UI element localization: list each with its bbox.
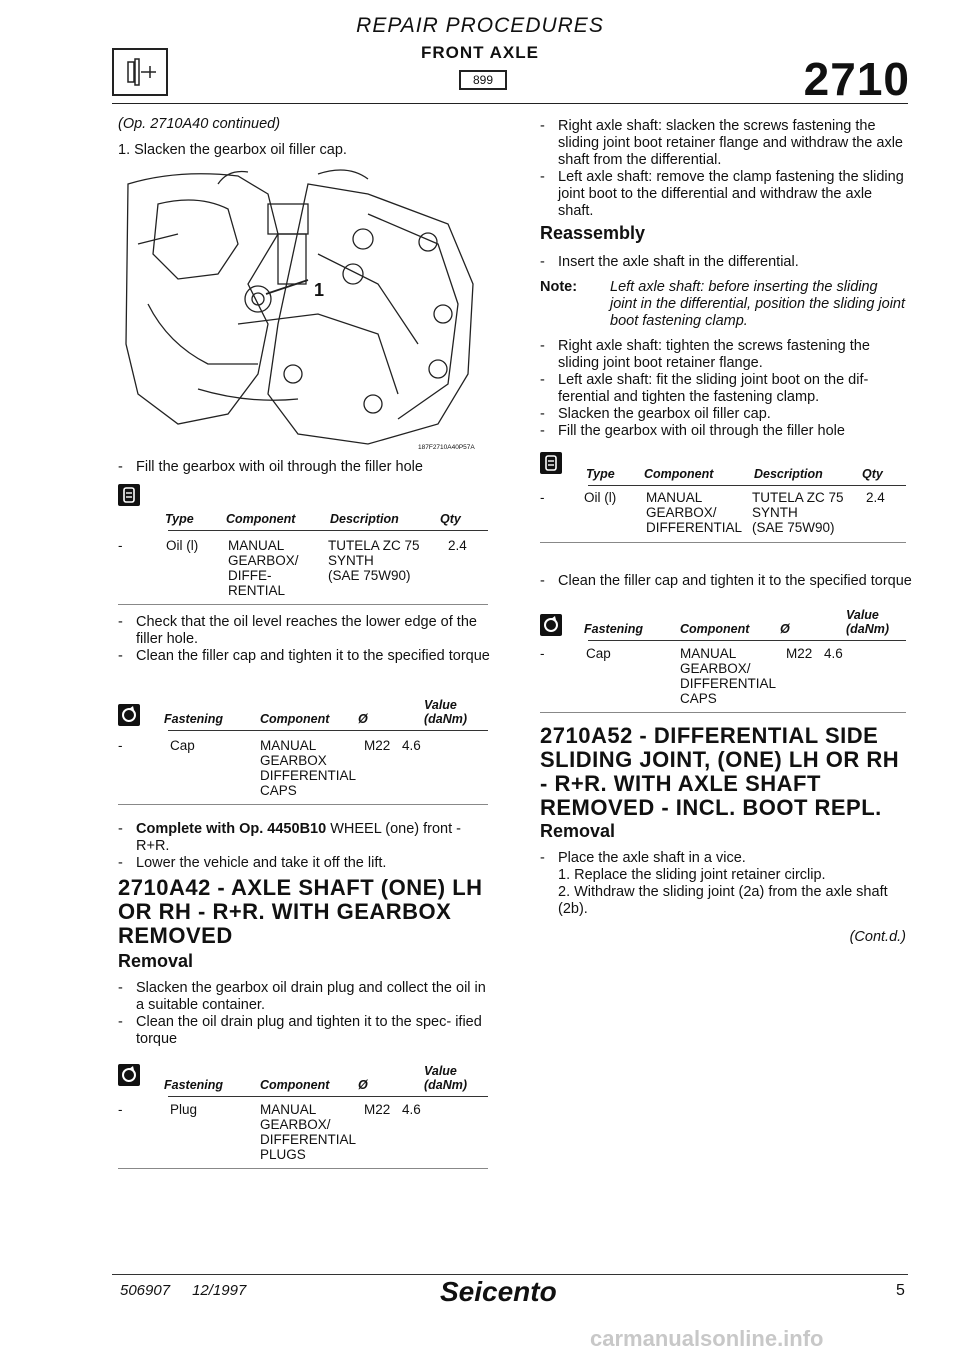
left-removal-steps: - Slacken the gearbox oil drain plug and collect the oil in a suitable container. - Clean the oil drain plug and tighten it to the spec- ified torque (118, 980, 486, 1047)
footer-divider (112, 1274, 908, 1275)
left-column-top (118, 116, 490, 159)
page-badge: 899 (459, 70, 507, 90)
note-block: Note: Left axle shaft: before inserting the sliding joint in the differential, position the sliding joint boot fastening clamp. (540, 279, 906, 329)
page-subtitle: FRONT AXLE (421, 43, 539, 62)
table-rule (118, 804, 488, 805)
table-rule (168, 730, 488, 731)
figure-ref: 187F2710A40P57A (418, 444, 475, 451)
reassembly-heading: Reassembly (540, 223, 646, 243)
table-rule (118, 1168, 488, 1169)
table-rule (540, 542, 906, 543)
watermark: carmanualsonline.info (590, 1326, 824, 1351)
fill-instruction: - Fill the gearbox with oil through the filler hole (118, 459, 423, 475)
table-rule (118, 604, 488, 605)
footer-doc-info: 506907 12/1997 (120, 1282, 247, 1299)
table-rule (588, 640, 906, 641)
continued-marker: (Cont.d.) (849, 929, 906, 945)
page-number: 5 (896, 1282, 905, 1299)
continued-note: (Op. 2710A40 continued) (118, 116, 281, 132)
table-rule (588, 485, 906, 486)
oil-can-icon (118, 484, 140, 506)
removal-heading-right: Removal (540, 821, 616, 841)
gearbox-figure (118, 164, 490, 454)
removal-heading-left: Removal (118, 951, 194, 971)
col-type: Type (165, 512, 194, 526)
section-code: 2710 (803, 53, 910, 105)
section-heading-2710A42: 2710A42 - AXLE SHAFT (ONE) LH OR RH - R+R. WITH GEARBOX REMOVED (118, 875, 483, 948)
torque-wrench-icon (118, 1064, 140, 1086)
table-rule (540, 712, 906, 713)
oil-type: Oil (l) (166, 538, 199, 553)
col-component: Component (226, 512, 296, 526)
header-divider (112, 103, 908, 104)
oil-qty: 2.4 (448, 538, 467, 553)
table-rule (168, 530, 488, 531)
torque-wrench-icon (540, 614, 562, 636)
page-title: REPAIR PROCEDURES (356, 14, 604, 37)
gearbox-illustration-icon (118, 164, 490, 454)
left-instructions-3: - Complete with Op. 4450B10 WHEEL (one) front - R+R. - Lower the vehicle and take it off the lift. (118, 821, 462, 871)
torque-wrench-icon (118, 704, 140, 726)
brand-logo: Seicento (440, 1276, 557, 1307)
right-reassembly-steps: - Insert the axle shaft in the differential. Note: Left axle shaft: before inserting the sliding joint in the differential, position the sliding joint boot fastening clamp. - Right axle shaft: tighten the screws fastening the sliding joint boot retainer flange. - Left axle shaft: fit the sliding joint boot on the dif- ferential and tighten the fastening clamp. - Slacken the gearbox oil filler cap. - Fill the gearbox with oil through the filler hole (540, 254, 908, 440)
left-instructions-2: - Check that the oil level reaches the lower edge of the filler hole. - Clean the filler cap and tighten it to the specified torque (118, 614, 490, 664)
right-clean-instruction: - Clean the filler cap and tighten it to the specified torque (540, 573, 912, 589)
right-removal-steps: - Place the axle shaft in a vice. 1. Replace the sliding joint retainer circlip. 2. Withdraw the sliding joint (2a) from the axle shaft (2b). (540, 850, 888, 917)
step-1: 1. Slacken the gearbox oil filler cap. (118, 142, 347, 158)
col-qty: Qty (440, 512, 461, 526)
col-description: Description (330, 512, 399, 526)
section-heading-2710A52: 2710A52 - DIFFERENTIAL SIDE SLIDING JOINT, (ONE) LH OR RH - R+R. WITH AXLE SHAFT REMOVED - INCL. BOOT REPL. (540, 723, 900, 820)
figure-callout: 1 (314, 280, 325, 300)
oil-can-icon (540, 452, 562, 474)
table-rule (168, 1096, 488, 1097)
right-column-top: - Right axle shaft: slacken the screws fastening the sliding joint boot retainer flange and withdraw the axle shaft from the differential. - Left axle shaft: remove the clamp fastening the sliding joint boot to the differential and withdraw the axle shaft. (540, 118, 904, 219)
